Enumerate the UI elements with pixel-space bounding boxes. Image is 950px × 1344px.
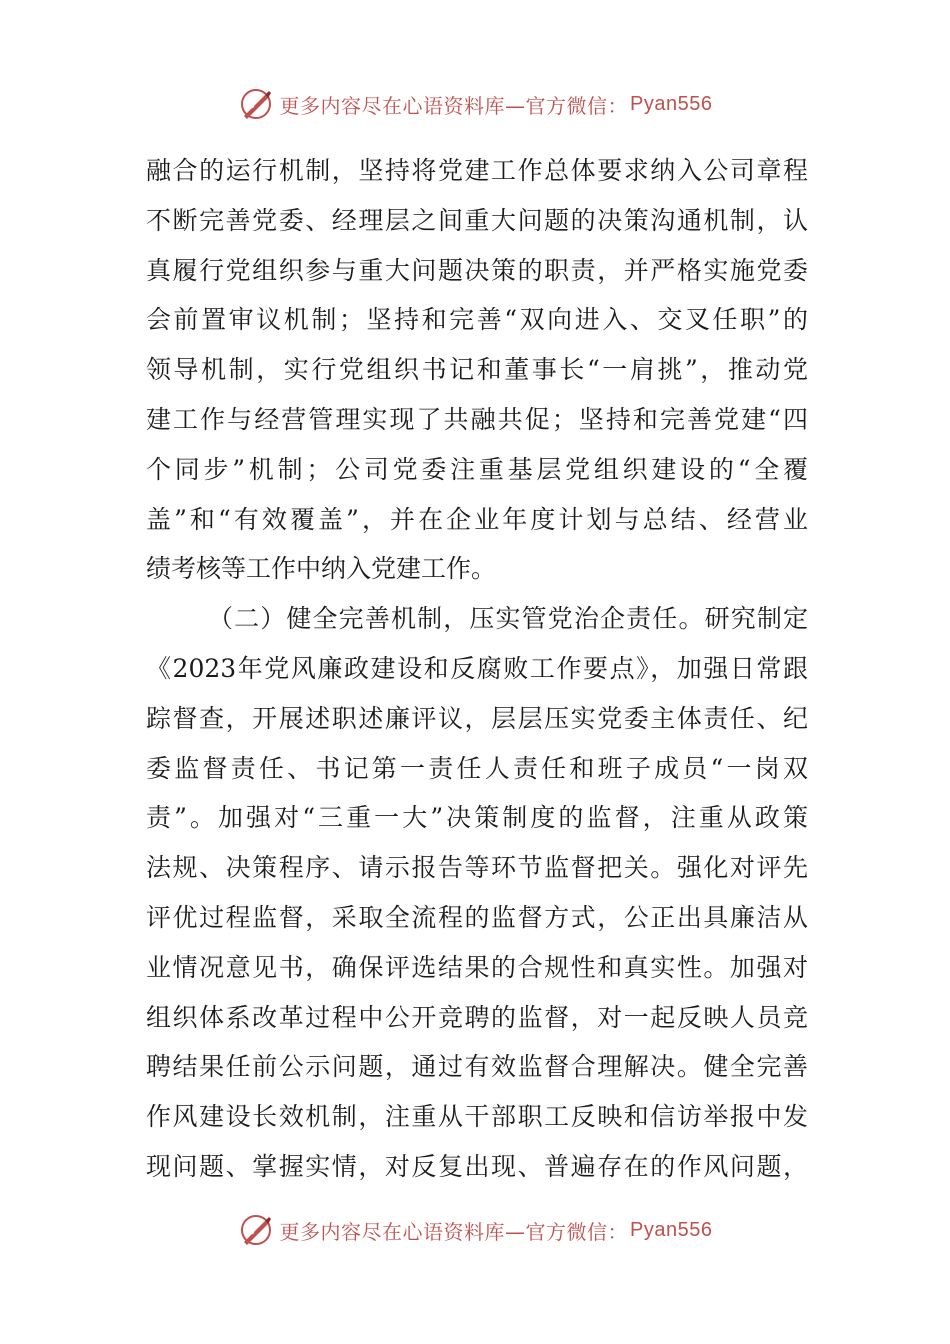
- watermark-handle: Pyan556: [630, 1218, 713, 1241]
- body-line: 盖”和“有效覆盖”，并在企业年度计划与总结、经营业: [146, 504, 808, 534]
- body-line: 法规、决策程序、请示报告等环节监督把关。强化对评先: [146, 853, 808, 883]
- body-line: 业情况意见书，确保评选结果的合规性和真实性。加强对: [146, 952, 808, 982]
- body-line: 现问题、掌握实情，对反复出现、普遍存在的作风问题，: [146, 1151, 808, 1181]
- body-line: 融合的运行机制，坚持将党建工作总体要求纳入公司章程: [146, 156, 808, 185]
- document-body: [146, 146, 808, 1192]
- paragraph-end-line: 绩考核等工作中纳入党建工作。: [146, 554, 497, 584]
- body-line: 不断完善党委、经理层之间重大问题的决策沟通机制，认: [146, 205, 808, 235]
- pen-circle-logo-icon: [238, 1212, 274, 1248]
- footer-watermark: [0, 1210, 950, 1250]
- body-line: 组织体系改革过程中公开竞聘的监督，对一起反映人员竞: [146, 1002, 808, 1032]
- watermark-text: 更多内容尽在心语资料库—官方微信：: [279, 1219, 629, 1244]
- watermark-handle: Pyan556: [630, 92, 713, 115]
- body-line: 个同步”机制；公司党委注重基层党组织建设的“全覆: [146, 454, 808, 484]
- body-line: 会前置审议机制；坚持和完善“双向进入、交叉任职”的: [146, 305, 808, 335]
- body-line: 作风建设长效机制，注重从干部职工反映和信访举报中发: [146, 1102, 808, 1132]
- body-line: 评优过程监督，采取全流程的监督方式，公正出具廉洁从: [146, 902, 808, 932]
- pen-circle-logo-icon: [238, 86, 274, 122]
- body-line: 领导机制，实行党组织书记和董事长“一肩挑”，推动党: [146, 355, 808, 385]
- body-line: 《2023年党风廉政建设和反腐败工作要点》，加强日常跟: [146, 653, 808, 683]
- body-line: 真履行党组织参与重大问题决策的职责，并严格实施党委: [146, 255, 808, 285]
- body-line: 踪督查，开展述职述廉评议，层层压实党委主体责任、纪: [146, 703, 808, 733]
- section-heading-line: （二）健全完善机制，压实管党治企责任。研究制定: [208, 604, 808, 634]
- body-line: 责”。加强对“三重一大”决策制度的监督，注重从政策: [146, 803, 808, 833]
- watermark-text: 更多内容尽在心语资料库—官方微信：: [279, 93, 629, 118]
- body-line: 委监督责任、书记第一责任人责任和班子成员“一岗双: [146, 753, 808, 783]
- body-line: 建工作与经营管理实现了共融共促；坚持和完善党建“四: [146, 404, 808, 434]
- header-watermark: [0, 84, 950, 124]
- body-line: 聘结果任前公示问题，通过有效监督合理解决。健全完善: [146, 1052, 808, 1082]
